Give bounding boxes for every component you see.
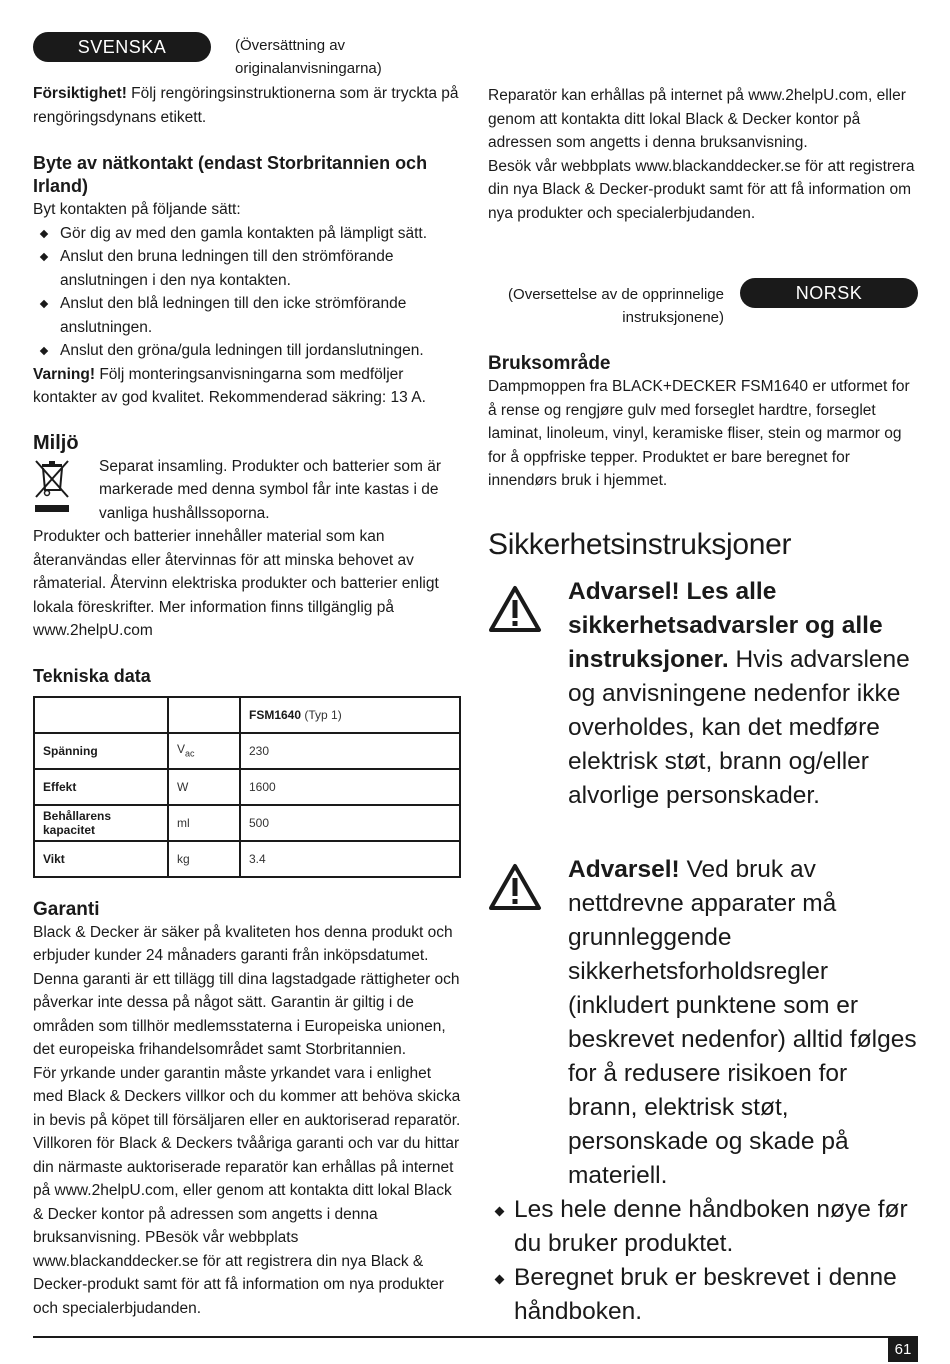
use-section-text: Dampmoppen fra BLACK+DECKER FSM1640 er utformet for å rense og rengjøre gulv med forseglet hardtre, forseglet laminat, linoleum, vinyl, keramiske fliser, stein og marmor og for å oppfriske tepper. Produktet er bare beregnet for innendørs bruk i hjemmet. xyxy=(488,378,910,489)
table-row: Vikt kg 3.4 xyxy=(34,841,460,877)
warning-paragraph xyxy=(33,363,461,410)
separate-collection-text: Separat insamling. Produkter och batterier som är markerade med denna symbol får inte kastas i de vanliga hushållssoporna. xyxy=(99,457,442,522)
environment-text: Produkter och batterier innehåller material som kan återanvändas eller återvinnas för att minska behovet av råmaterial. Återvinn elektriska produkter och batterier enligt lokala föreskrifter. Mer information finns tillgänglig på www.2helpU.com xyxy=(33,528,439,639)
warning-label: Varning! xyxy=(33,365,96,383)
list-item: Anslut den bruna ledningen till den strömförande anslutningen i den nya kontakten. xyxy=(33,245,461,292)
svenska-column xyxy=(33,30,461,1320)
page-number: 61 xyxy=(888,1338,918,1362)
separate-collection-block xyxy=(33,455,461,526)
plug-intro: Byt kontakten på följande sätt: xyxy=(33,201,241,218)
right-column xyxy=(488,84,918,225)
plug-section-title: Byte av nätkontakt (endast Storbritannien och Irland) xyxy=(33,153,428,196)
environment-title: Miljö xyxy=(33,431,79,454)
norsk-column xyxy=(488,352,918,1329)
warning-text-2: Advarsel! Ved bruk av nettdrevne apparater må grunnleggende sikkerhetsforholdsregler (inkludert punktene som er beskrevet nedenfor) alltid følges for å redusere risikoen for brann, elektrisk støt, personskade og skade på materiell. xyxy=(568,855,917,1189)
warranty-title: Garanti xyxy=(33,898,100,920)
warning-triangle-icon xyxy=(488,575,568,813)
table-row: Behållarens kapacitet ml 500 xyxy=(34,805,460,841)
language-badge-norsk: NORSK xyxy=(740,278,918,308)
safety-bullets xyxy=(488,1193,918,1329)
translation-note-norsk: (Oversettelse av de opprinnelige instruksjonene) xyxy=(508,286,724,326)
use-section-title: Bruksområde xyxy=(488,353,611,374)
safety-title: Sikkerhetsinstruksjoner xyxy=(488,527,792,561)
repair-paragraph: Reparatör kan erhållas på internet på www.2helpU.com, eller genom att kontakta ditt lokal Black & Decker kontor på adressen som angetts i denna bruksanvisning. xyxy=(488,87,906,151)
warning-block-2 xyxy=(488,853,918,1193)
model-name: FSM1640 xyxy=(249,707,302,722)
table-row: Spänning $V_{ac}$ 230 xyxy=(34,733,460,769)
warning-triangle-icon xyxy=(488,853,568,1193)
language-badge-svenska: SVENSKA xyxy=(33,32,211,62)
warning-text-1: Advarsel! Les alle sikkerhetsadvarsler og alle instruksjoner. Hvis advarslene og anvisningene nedenfor ikke overholdes, kan det medføre elektrisk støt, brann og/eller alvorlige personskader. xyxy=(568,577,910,809)
list-item: Gör dig av med den gamla kontakten på lämpligt sätt. xyxy=(33,222,461,246)
tech-data-table xyxy=(33,696,461,878)
plug-steps-list xyxy=(33,222,461,363)
caution-paragraph xyxy=(33,82,461,129)
register-paragraph: Besök vår webbplats www.blackanddecker.se för att registrera din nya Black & Decker-produkt samt för att få information om nya produkter och specialerbjudanden. xyxy=(488,157,915,222)
list-item: Les hele denne håndboken nøye før du bruker produktet. xyxy=(488,1193,918,1261)
crossed-out-bin-icon xyxy=(33,455,99,526)
warranty-paragraph-1: Black & Decker är säker på kvaliteten hos denna produkt och erbjuder kunder 24 månaders garanti från inköpsdatumet. Denna garanti är ett tillägg till dina lagstadgade rättigheter och påverkar inte dessa på något sätt. Garantin är giltig i de områden som tillhör medlemsstaterna i Europeiska unionen, det europeiska frihandelsområdet samt Storbritannien. xyxy=(33,923,460,1058)
caution-text: Följ rengöringsinstruktionerna som är tryckta på rengöringsdynans etikett. xyxy=(33,85,459,126)
warning-text: Följ monteringsanvisningarna som medföljer kontakter av god kvalitet. Rekommenderad säkring: 13 A. xyxy=(33,365,426,406)
caution-label: Försiktighet! xyxy=(33,85,127,102)
table-row: Effekt W 1600 xyxy=(34,769,460,805)
footer-rule xyxy=(33,1336,918,1338)
list-item: Beregnet bruk er beskrevet i denne håndboken. xyxy=(488,1261,918,1329)
translation-note-svenska: (Översättning av originalanvisningarna) xyxy=(235,37,382,77)
tech-data-title: Tekniska data xyxy=(33,665,151,686)
table-row xyxy=(34,697,460,733)
list-item: Anslut den gröna/gula ledningen till jordanslutningen. xyxy=(33,339,461,363)
warranty-paragraph-2: För yrkande under garantin måste yrkandet vara i enlighet med Black & Deckers villkor och du kommer att behöva skicka in bevis på köpet till försäljaren eller en auktoriserad reparatör. Villkoren för Black & Deckers tvååriga garanti och var du hittar din närmaste auktoriserade reparatör kan erhållas på internet på www.2helpU.com, eller genom att kontakta ditt lokal Black & Decker kontor på adressen som angetts i denna bruksanvisning. PBesök vår webbplats www.blackanddecker.se för att registrera din nya Black & Decker-produkt samt för att få information om nya produkter och specialerbjudanden. xyxy=(33,1064,461,1317)
model-type: (Typ 1) xyxy=(304,707,342,722)
warning-block-1 xyxy=(488,575,918,813)
list-item: Anslut den blå ledningen till den icke strömförande anslutningen. xyxy=(33,292,461,339)
